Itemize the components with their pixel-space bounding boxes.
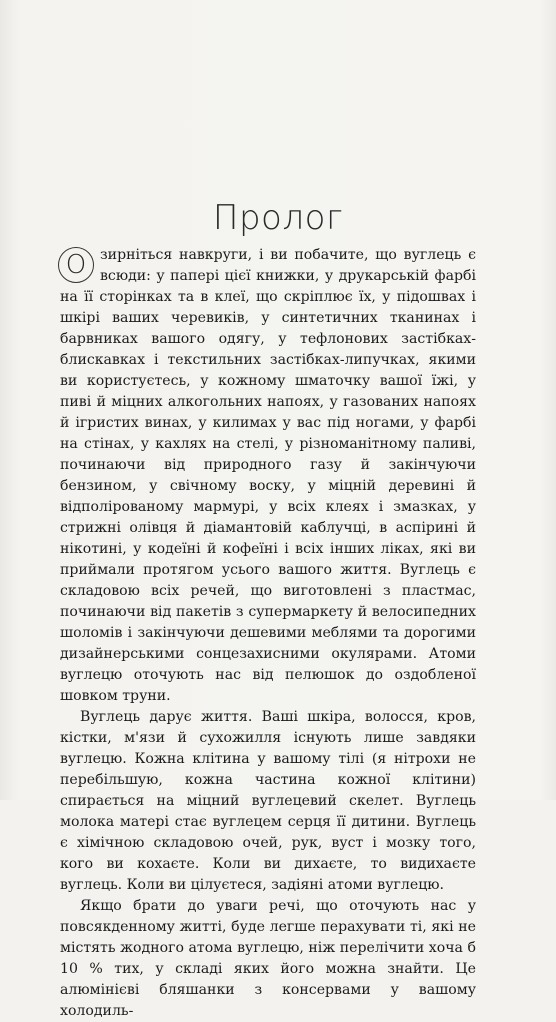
paragraph-1 (60, 245, 476, 707)
drop-cap-letter: О (65, 250, 87, 280)
chapter-body (60, 245, 476, 1022)
paragraph-1-text: зирніться навкруги, і ви побачите, що вуглець є всюди: у папері цієї книжки, у друкарській фарбі на її сторінках та в клеї, що скріплює їх, у підошвах і шкірі ваших черевиків, у синтетичних тканинах і барвниках вашого одягу, у тефлонових застібках-блискавках і текстильних застібках-липучках, якими ви користуєтесь, у кожному шматочку вашої їжі, у пиві й міцних алкогольних напоях, у газованих напоях й ігристих винах, у килимах у вас під ногами, у фарбі на стінах, у кахлях на стелі, у різноманітному паливі, починаючи від природного газу й закінчуючи бензином, у свічному воску, у міцній деревині й відполірованому мармурі, у всіх клеях і змазках, у стрижні олівця й діамантовій каблучці, в аспірині й нікотині, у кодеїні й кофеїні і всіх інших ліках, які ви приймали протягом усього вашого життя. Вуглець є складовою всіх речей, що виготовлені з пластмас, починаючи від пакетів з супермаркету й велосипедних шоломів і закінчуючи дешевими меблями та дорогими дизайнерськими сонцезахисними окулярами. Атоми вуглецю оточують нас від пелюшок до оздобленої шовком труни. (60, 247, 476, 704)
paragraph-2: Вуглець дарує життя. Ваші шкіра, волосся, кров, кістки, м'язи й сухожилля існують лише завдяки вуглецю. Кожна клітина у вашому тілі (я нітрохи не перебільшую, кожна частина кожної клітини) спирається на міцний вуглецевий скелет. Вуглець молока матері стає вуглецем серця її дитини. Вуглець є хімічною складовою очей, рук, вуст і мозку того, кого ви кохаєте. Коли ви дихаєте, то видихаєте вуглець. Коли ви цілуєтеся, задіяні атоми вуглецю. (60, 709, 476, 893)
drop-cap-circle-icon (58, 247, 94, 283)
paragraph-3: Якщо брати до уваги речі, що оточують нас у повсякденному житті, буде легше перахувати ті, які не містять жодного атома вуглецю, ніж перелічити хоча б 10 % тих, у складі яких його можна знайти. Це алюмінієві бляшанки з консервами у вашому холодиль- (60, 898, 476, 1019)
chapter-title: Пролог (212, 198, 344, 238)
